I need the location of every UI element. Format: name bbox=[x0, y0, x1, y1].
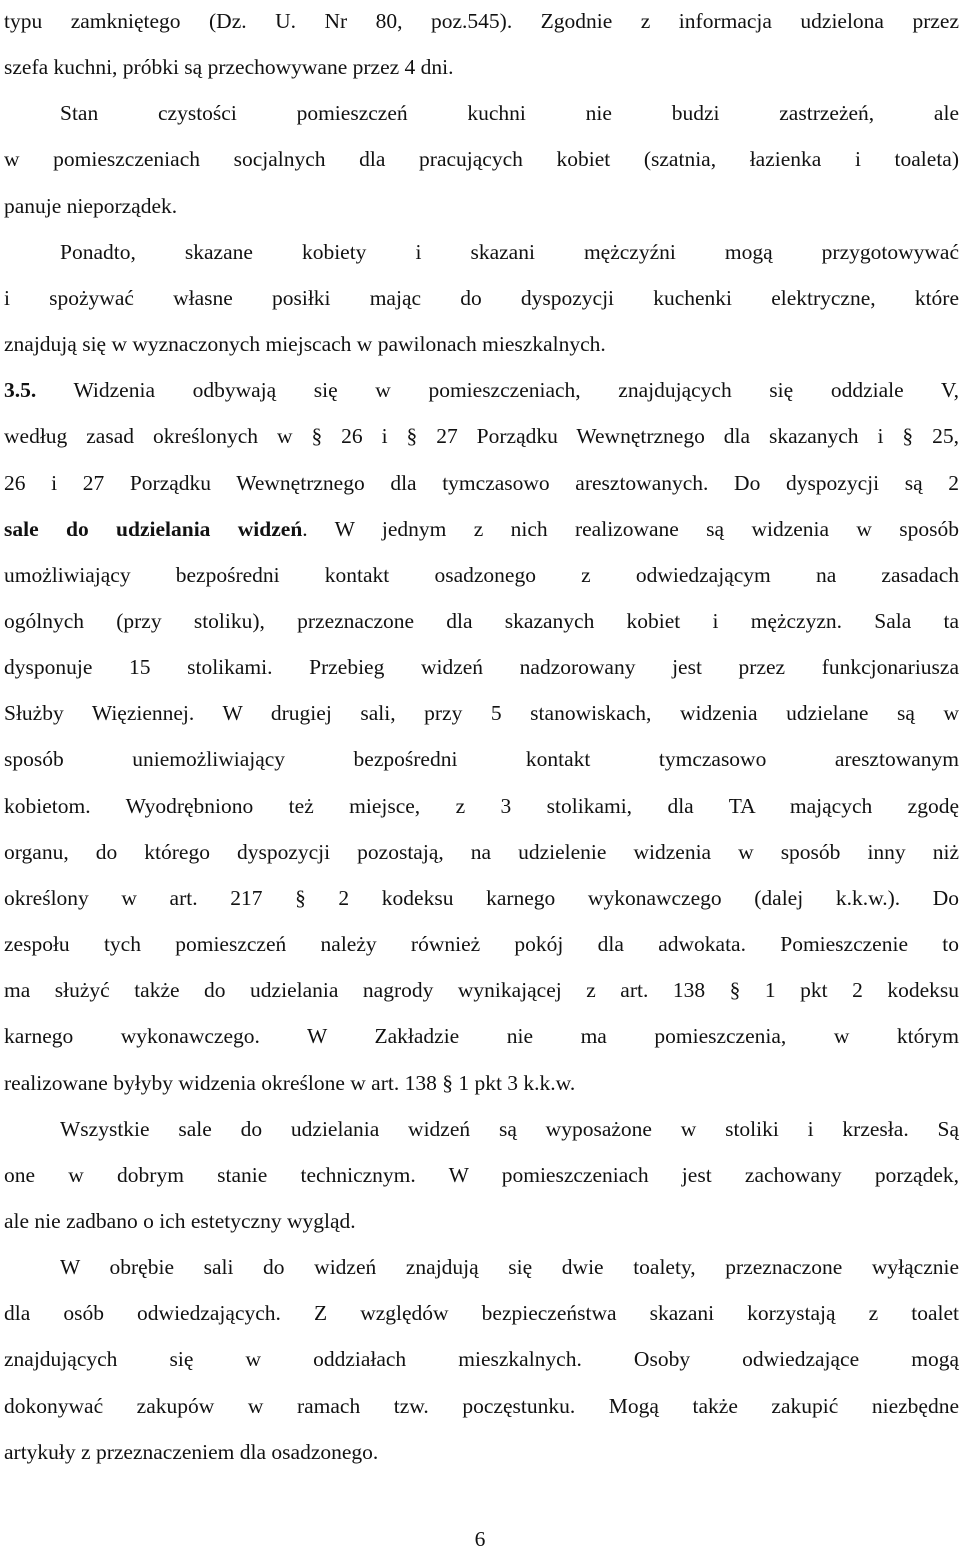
line-text: znajdują się w wyznaczonych miejscach w pawilonach mieszkalnych. bbox=[4, 332, 606, 357]
text-line bbox=[4, 281, 959, 315]
line-text: zespołu tych pomieszczeń należy również pokój dla adwokata. Pomieszczenie to bbox=[4, 932, 959, 956]
text-line bbox=[4, 1296, 959, 1330]
text-line bbox=[4, 50, 959, 84]
line-text: kobietom. Wyodrębniono też miejsce, z 3 stolikami, dla TA mających zgodę bbox=[4, 793, 959, 818]
text-line bbox=[4, 1389, 959, 1423]
text-line bbox=[4, 558, 959, 592]
text-line bbox=[4, 466, 959, 500]
line-text: określony w art. 217 § 2 kodeksu karnego wykonawczego (dalej k.k.w.). Do bbox=[4, 885, 959, 910]
line-text: . W jednym z nich realizowane są widzenia w sposób bbox=[302, 516, 959, 541]
line-text: dysponuje 15 stolikami. Przebieg widzeń nadzorowany jest przez funkcjonariusza bbox=[4, 655, 959, 680]
line-text: w pomieszczeniach socjalnych dla pracujących kobiet (szatnia, łazienka i toaleta) bbox=[4, 147, 959, 172]
line-text: dla osób odwiedzających. Z względów bezpieczeństwa skazani korzystają z toalet bbox=[4, 1301, 959, 1326]
text-line bbox=[4, 235, 959, 269]
line-text: artykuły z przeznaczeniem dla osadzonego. bbox=[4, 1439, 379, 1464]
line-text: Wszystkie sale do udzielania widzeń są wyposażone w stoliki i krzesła. Są bbox=[60, 1116, 959, 1141]
line-text: umożliwiający bezpośredni kontakt osadzonego z odwiedzającym na zasadach bbox=[4, 562, 959, 587]
line-text: realizowane byłyby widzenia określone w art. 138 § 1 pkt 3 k.k.w. bbox=[4, 1070, 576, 1095]
text-line bbox=[4, 512, 959, 546]
text-line bbox=[4, 142, 959, 176]
text-line bbox=[4, 742, 959, 776]
text-line bbox=[4, 1250, 959, 1284]
text-line bbox=[4, 789, 959, 823]
line-text: typu zamkniętego (Dz. U. Nr 80, poz.545). Zgodnie z informacja udzielona przez bbox=[4, 9, 959, 33]
text-line bbox=[4, 1066, 959, 1100]
line-text: według zasad określonych w § 26 i § 27 Porządku Wewnętrznego dla skazanych i § 25, bbox=[4, 424, 959, 449]
text-line bbox=[4, 373, 959, 407]
line-text: ale nie zadbano o ich estetyczny wygląd. bbox=[4, 1208, 356, 1233]
text-line bbox=[4, 1342, 959, 1376]
text-line bbox=[4, 96, 959, 130]
text-line bbox=[4, 1112, 959, 1146]
line-text: panuje nieporządek. bbox=[4, 193, 178, 218]
bold-text: 3.5. bbox=[4, 378, 37, 403]
text-line bbox=[4, 419, 959, 453]
line-text: 26 i 27 Porządku Wewnętrznego dla tymczasowo aresztowanych. Do dyspozycji są 2 bbox=[4, 470, 959, 495]
text-line bbox=[4, 881, 959, 915]
line-text: Ponadto, skazane kobiety i skazani mężczyźni mogą przygotowywać bbox=[60, 239, 959, 264]
line-text: organu, do którego dyspozycji pozostają, na udzielenie widzenia w sposób inny niż bbox=[4, 839, 959, 864]
text-line bbox=[4, 650, 959, 684]
line-text: ogólnych (przy stoliku), przeznaczone dla skazanych kobiet i mężczyzn. Sala ta bbox=[4, 608, 959, 633]
line-text: Stan czystości pomieszczeń kuchni nie budzi zastrzeżeń, ale bbox=[60, 101, 959, 126]
text-line bbox=[4, 1435, 959, 1469]
text-line bbox=[4, 4, 959, 38]
text-line bbox=[4, 973, 959, 1007]
text-line bbox=[4, 1204, 959, 1238]
text-line bbox=[4, 1158, 959, 1192]
line-text: Widzenia odbywają się w pomieszczeniach, znajdujących się oddziale V, bbox=[36, 378, 959, 403]
line-text: szefa kuchni, próbki są przechowywane przez 4 dni. bbox=[4, 55, 454, 80]
line-text: Służby Więziennej. W drugiej sali, przy 5 stanowiskach, widzenia udzielane są w bbox=[4, 701, 959, 726]
line-text: karnego wykonawczego. W Zakładzie nie ma pomieszczenia, w którym bbox=[4, 1024, 959, 1049]
text-line bbox=[4, 189, 959, 223]
line-text: one w dobrym stanie technicznym. W pomieszczeniach jest zachowany porządek, bbox=[4, 1162, 959, 1187]
line-text: sposób uniemożliwiający bezpośredni kontakt tymczasowo aresztowanym bbox=[4, 747, 959, 772]
text-line bbox=[4, 327, 959, 361]
text-line bbox=[4, 1019, 959, 1053]
text-line bbox=[4, 696, 959, 730]
line-text: znajdujących się w oddziałach mieszkalnych. Osoby odwiedzające mogą bbox=[4, 1347, 959, 1372]
line-text: dokonywać zakupów w ramach tzw. poczęstunku. Mogą także zakupić niezbędne bbox=[4, 1393, 959, 1418]
document-page bbox=[4, 0, 959, 1554]
line-text: ma służyć także do udzielania nagrody wynikającej z art. 138 § 1 pkt 2 kodeksu bbox=[4, 978, 959, 1003]
text-line bbox=[4, 927, 959, 961]
text-line bbox=[4, 604, 959, 638]
line-text: W obrębie sali do widzeń znajdują się dwie toalety, przeznaczone wyłącznie bbox=[60, 1255, 959, 1279]
page-number: 6 bbox=[474, 1527, 486, 1551]
text-line bbox=[4, 835, 959, 869]
bold-text: sale do udzielania widzeń bbox=[4, 516, 303, 541]
line-text: i spożywać własne posiłki mając do dyspozycji kuchenki elektryczne, które bbox=[4, 285, 959, 310]
